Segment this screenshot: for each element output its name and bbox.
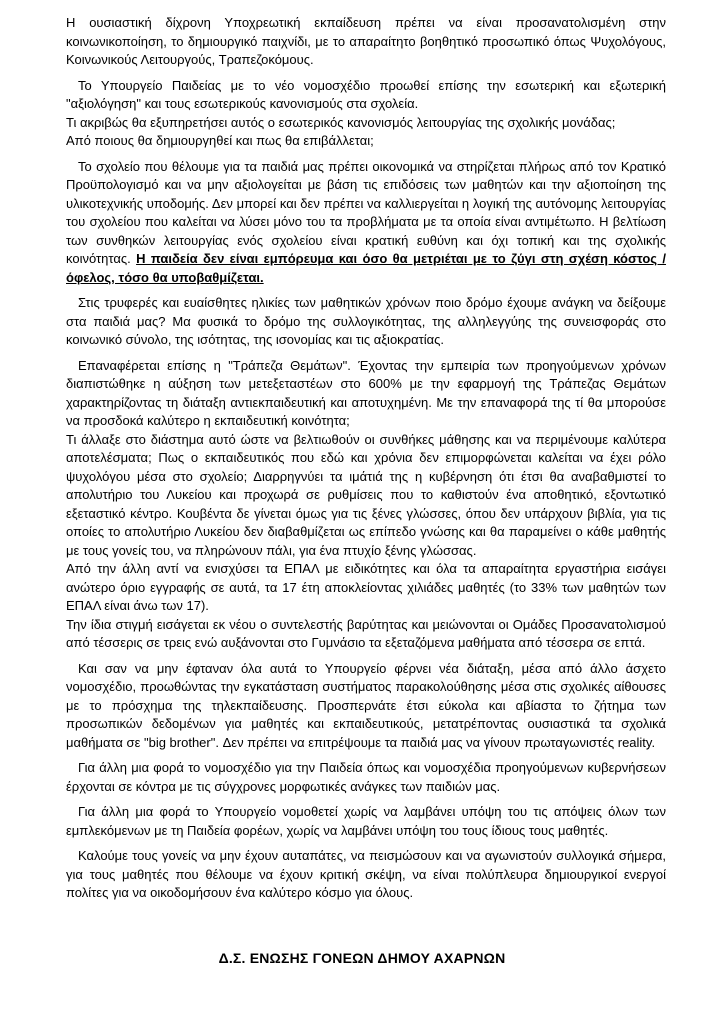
internal-rules-question: Τι ακριβώς θα εξυπηρετήσει αυτός ο εσωτερικός κανονισμός λειτουργίας της σχολικής μονάδας; <box>66 114 616 130</box>
paragraph-values: Στις τρυφερές και ευαίσθητες ηλικίες των μαθητικών χρόνων ποιο δρόμο έχουμε ανάγκη να δείξουμε στα παιδιά μας? Μα φυσικά το δρόμο της συλλογικότητας, της αλληλεγγύης της συνεισφοράς στο κοινωνικό σύνολο, της ισότητας, της ισονομίας και τις αξιοκρατίας. <box>66 295 666 347</box>
paragraph-ministry-legislates: Για άλλη μια φορά το Υπουργείο νομοθετεί χωρίς να λαμβάνει υπόψη του τις απόψεις όλων των εμπλεκόμενων με τη Παιδεία φορέων, χωρίς να λαμβάνει υπόψη του τους ίδιους τους μαθητές. <box>66 804 666 838</box>
evaluation-text: Το Υπουργείο Παιδείας με το νέο νομοσχέδιο προωθεί επίσης την εσωτερική και εξωτερική "αξιολόγηση" και τους εσωτερικούς κανονισμούς στα σχολεία. <box>66 77 666 111</box>
paragraph-bill-needs: Για άλλη μια φορά το νομοσχέδιο για την Παιδεία όπως και νομοσχέδια προηγούμενων κυβερνήσεων έρχονται σε κόντρα με τις σύγχρονες μορφωτικές ανάγκες των παιδιών μας. <box>66 760 666 794</box>
who-creates-question: Από ποιους θα δημιουργηθεί και πως θα επιβάλλεται; <box>66 133 374 148</box>
weighting-factor-text: Την ίδια στιγμή εισάγεται εκ νέου ο συντελεστής βαρύτητας και μειώνονται οι Ομάδες Προσανατολισμού από τέσσερις σε τρεις ενώ αυξάνονται στο Γυμνάσιο τα εξεταζόμενα μαθήματα από τέσσερα σε επτά. <box>66 616 666 650</box>
paragraph-surveillance: Και σαν να μην έφταναν όλα αυτά το Υπουργείο φέρνει νέα διάταξη, μέσα από άλλο άσχετο νομοσχέδιο, προωθώντας την εγκατάσταση συστήματος παρακολούθησης μέσα στις σχολικές αίθουσες με το πρόσχημα της τηλεκπαίδευσης. Προσπερνάτε έτσι εύκολα και αβίαστα το ζήτημα των προσωπικών δεδομένων για μαθητές και εκπαιδευτικούς, μετατρέποντας ουσιαστικά τα σχολικά μαθήματα σε "big brother". Δεν πρέπει να επιτρέψουμε τα παιδιά μας να γίνουν πρωταγωνιστές reality. <box>66 660 666 750</box>
paragraph-evaluation <box>66 77 666 151</box>
signature: Δ.Σ. ΕΝΩΣΗΣ ΓΟΝΕΩΝ ΔΗΜΟΥ ΑΧΑΡΝΩΝ <box>218 950 506 966</box>
paragraph-school-funding <box>66 158 666 288</box>
epal-text: Από την άλλη αντί να ενισχύσει τα ΕΠΑΛ με ειδικότητες και όλα τα απαραίτητα εργαστήρια εισάγει ανώτερο όριο εγγραφής σε αυτά, τα 17 έτη αποκλείοντας χιλιάδες μαθητές (το 33% των μαθητών των ΕΠΑΛ είναι άνω των 17). <box>66 561 666 613</box>
paragraph-compulsory-education: Η ουσιαστική δίχρονη Υποχρεωτική εκπαίδευση πρέπει να είναι προσανατολισμένη στην κοινωνικοποίηση, το δημιουργικό παιχνίδι, με το απαραίτητο βοηθητικό προσωπικό όπως Ψυχολόγους, Κοινωνικούς Λειτουργούς, Τραπεζοκόμους. <box>66 15 666 67</box>
paragraph-question-bank <box>66 357 666 653</box>
what-changed-text: Τι άλλαξε στο διάστημα αυτό ώστε να βελτιωθούν οι συνθήκες μάθησης και να περιμένουμε καλύτερα αποτελέσματα; Πως ο εκπαιδευτικός που εδώ και χρόνια δεν επιμορφώνεται καλείται να έχει ρόλο ψυχολόγου μέσα στο σχολείο; Διαρρηγνύει τα ιμάτιά της η κυβέρνηση ότι έτσι θα αναβαθμιστεί το απολυτήριο του Λυκείου και προχωρά σε ρυθμίσεις που το καθιστούν ένα αποθητικό, εξοντωτικό εξεταστικό κέντρο. Κουβέντα δε γίνεται όμως για τις ξένες γλώσσες, όπου δεν υπάρχουν βιβλία, για τις οποίες το απολυτήριο Λυκείου δεν διαβαθμίζεται ως επίπεδο γνώσης και θα παραμείνει ο κάθε μαθητής με τους γονείς του, να πληρώνουν πάλι, για ένα πτυχίο ξένης γλώσσας. <box>66 431 666 558</box>
document-body <box>66 14 666 910</box>
paragraph-call-to-parents: Καλούμε τους γονείς να μην έχουν αυταπάτες, να πεισμώσουν και να αγωνιστούν συλλογικά σήμερα, για τους μαθητές που θέλουμε να έχουν κριτική σκέψη, να είναι πολύπλευρα δημιουργικοί ενεργοί πολίτες για να οικοδομήσουν ένα καλύτερο κόσμο για όλους. <box>66 848 666 900</box>
question-bank-text: Επαναφέρεται επίσης η "Τράπεζα Θεμάτων". Έχοντας την εμπειρία των προηγούμενων χρόνων διαπιστώθηκε η αύξηση των μετεξεταστέων στο 600% με την εφαρμογή της Τράπεζας Θεμάτων χαρακτηρίζοντας τη διάταξη αντιεκπαιδευτική και αποτυχημένη. Με την επαναφορά της τί θα μπορούσε να προσδοκά καλύτερο η εκπαιδευτική κοινότητα; <box>66 357 666 428</box>
school-funding-text: Το σχολείο που θέλουμε για τα παιδιά μας πρέπει οικονομικά να στηρίζεται πλήρως από τον Κρατικό Προϋπολογισμό και να μην αξιολογείται με βάση τις επιδόσεις των μαθητών και την αξιοποίηση της υλικοτεχνικής υποδομής. Δεν μπορεί και δεν πρέπει να καλλιεργείται η λογική της αυτόνομης λειτουργίας του σχολείου που καλείται να λύσει μόνο του τα προβλήματα με τα οποία είναι αντιμέτωπο. Η βελτίωση των συνθηκών λειτουργίας ενός σχολείου είναι κρατική ευθύνη και όχι τοπική και της σχολικής κοινότητας. <box>66 158 666 266</box>
education-not-commodity-emphasis: Η παιδεία δεν είναι εμπόρευμα και όσο θα μετριέται με το ζύγι στη σχέση κόστος / όφελος, τόσο θα υποβαθμίζεται. <box>66 251 667 285</box>
